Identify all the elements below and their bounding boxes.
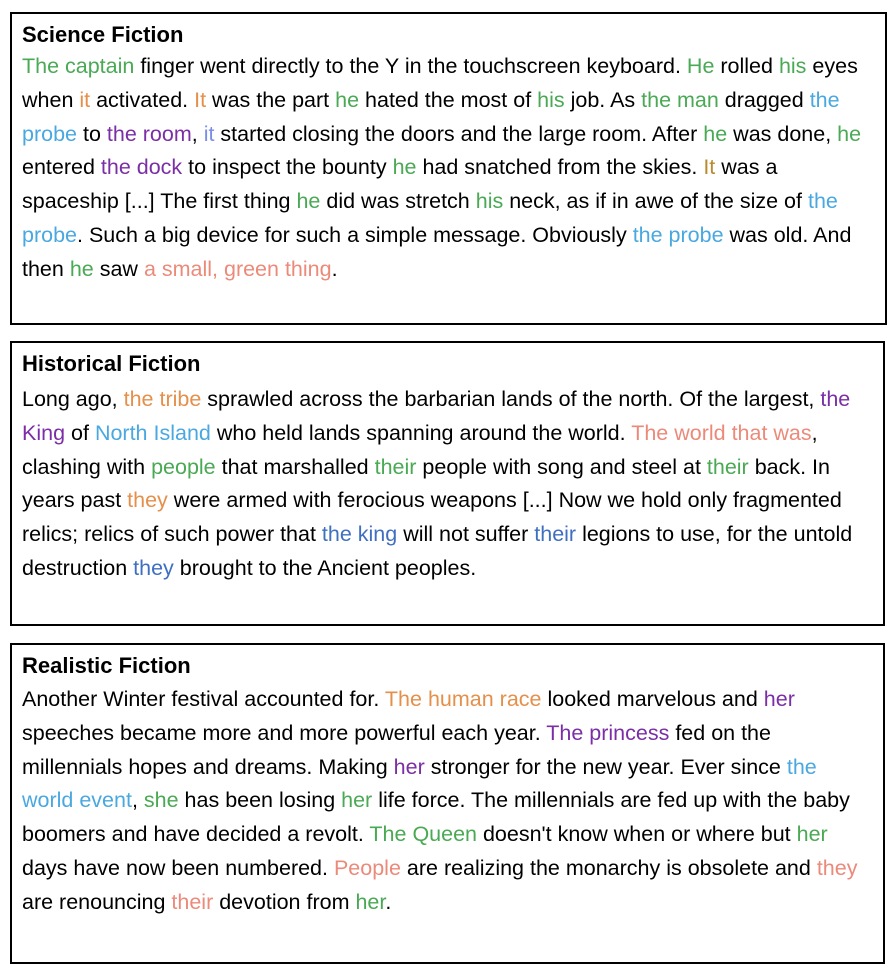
panel-realistic-fiction <box>10 643 885 964</box>
text-span: dragged <box>718 87 810 112</box>
mention-green: he <box>837 121 862 146</box>
mention-purple: the room <box>106 121 192 146</box>
mention-navy: the king <box>321 522 398 547</box>
mention-purple: her <box>393 754 425 779</box>
text-span: has been losing <box>178 788 342 813</box>
mention-salmon: they <box>816 855 858 880</box>
text-span: was the part <box>206 87 336 112</box>
mention-violet: it <box>203 121 215 146</box>
mention-salmon: a small, green thing <box>143 256 332 281</box>
text-span: legions to use, for the untold destruction <box>22 522 853 580</box>
text-span: that marshalled <box>215 454 375 479</box>
mention-orange: The human race <box>384 687 542 711</box>
text-span: doesn't know when or where but <box>477 822 797 847</box>
mention-orange: it <box>79 87 91 112</box>
text-span: started closing the doors and the large room. After <box>214 121 704 146</box>
text-span: activated. <box>90 87 195 112</box>
mention-green: the man <box>641 87 719 112</box>
mention-green: people <box>151 454 216 479</box>
text-span: eyes when <box>22 54 858 112</box>
panel-historical-fiction <box>10 341 885 626</box>
panel-passage <box>22 50 875 287</box>
text-span: was done, <box>727 121 838 146</box>
text-span: saw <box>93 256 144 281</box>
text-span: had snatched from the skies. <box>416 155 704 180</box>
mention-green: The Queen <box>369 822 477 847</box>
panel-title: Science Fiction <box>22 22 184 47</box>
text-span: stronger for the new year. Ever since <box>424 754 787 779</box>
mention-purple: The princess <box>546 720 670 745</box>
text-span: did was stretch <box>320 189 476 214</box>
text-span: devotion from <box>213 889 356 914</box>
text-span: job. As <box>564 87 642 112</box>
text-span: hated the most of <box>359 87 538 112</box>
mention-salmon: The world that was <box>631 420 812 445</box>
mention-blue: the world event <box>22 754 817 813</box>
panel-science-fiction <box>10 12 887 325</box>
text-span: . Such a big device for such a simple message. Obviously <box>77 222 633 247</box>
text-span: will not suffer <box>397 522 535 547</box>
mention-salmon: their <box>171 889 214 914</box>
mention-blue: the probe <box>22 87 840 146</box>
text-span: are realizing the monarchy is obsolete and <box>400 855 817 880</box>
mention-green: he <box>392 155 417 180</box>
text-span: days have now been numbered. <box>22 855 334 880</box>
text-span: who held lands spanning around the world. <box>210 420 632 445</box>
text-span: of <box>65 420 95 445</box>
mention-gold: It <box>703 155 716 180</box>
mention-blue: North Island <box>94 420 211 445</box>
text-span: finger went directly to the Y in the touchscreen keyboard. <box>134 54 687 78</box>
text-span: life force. The millennials are fed up with the baby boomers and have decided a revolt. <box>22 788 850 847</box>
mention-blue: the probe <box>632 222 724 247</box>
mention-green: his <box>778 54 807 78</box>
mention-purple: the dock <box>100 155 183 180</box>
mention-navy: they <box>133 555 174 580</box>
mention-green: her <box>796 822 828 847</box>
text-span: was old. And then <box>22 222 852 281</box>
mention-orange: the tribe <box>123 387 202 411</box>
mention-green: he <box>296 189 321 214</box>
panel-title: Realistic Fiction <box>22 653 191 678</box>
mention-salmon: People <box>333 855 401 880</box>
text-span: sprawled across the barbarian lands of the north. Of the largest, <box>201 387 821 411</box>
panel-passage <box>22 683 873 920</box>
mention-green: his <box>475 189 504 214</box>
text-span: were armed with ferocious weapons [...] Now we hold only fragmented relics; relics of such power that <box>22 488 842 547</box>
mention-green: he <box>703 121 728 146</box>
text-span: , <box>131 788 144 813</box>
panel-title: Historical Fiction <box>22 351 201 376</box>
text-span: to <box>77 121 107 146</box>
text-span: , <box>191 121 204 146</box>
text-span: fed on the millennials hopes and dreams. Making <box>22 720 771 779</box>
text-span: back. In years past <box>22 454 830 513</box>
mention-green: their <box>706 454 749 479</box>
mention-blue: the probe <box>22 189 838 247</box>
text-span: brought to the Ancient peoples. <box>173 555 477 580</box>
mention-green: her <box>355 889 386 914</box>
text-span: Another Winter festival accounted for. <box>22 687 385 711</box>
text-span: . <box>385 889 392 914</box>
mention-green: she <box>143 788 179 813</box>
mention-green: He <box>686 54 715 78</box>
text-span: speeches became more and more powerful each year. <box>22 720 547 745</box>
text-span: neck, as if in awe of the size of <box>503 189 808 214</box>
text-span: to inspect the bounty <box>182 155 393 180</box>
mention-purple: her <box>763 687 795 711</box>
text-span: looked marvelous and <box>541 687 764 711</box>
text-span: Long ago, <box>22 387 124 411</box>
text-span: entered <box>22 155 101 180</box>
mention-green: their <box>374 454 417 479</box>
mention-green: her <box>341 788 373 813</box>
mention-green: his <box>537 87 565 112</box>
mention-green: he <box>335 87 360 112</box>
text-span: , clashing with <box>22 420 818 479</box>
text-span: . <box>331 256 338 281</box>
mention-green: The captain <box>22 54 135 78</box>
text-span: are renouncing <box>22 889 172 914</box>
text-span: rolled <box>714 54 779 78</box>
mention-green: he <box>69 256 94 281</box>
mention-purple: the King <box>22 387 851 445</box>
panel-passage <box>22 383 873 586</box>
mention-navy: their <box>534 522 577 547</box>
mention-orange: they <box>127 488 168 513</box>
mention-orange: It <box>194 87 207 112</box>
text-span: was a spaceship [...] The first thing <box>22 155 778 214</box>
text-span: people with song and steel at <box>416 454 707 479</box>
